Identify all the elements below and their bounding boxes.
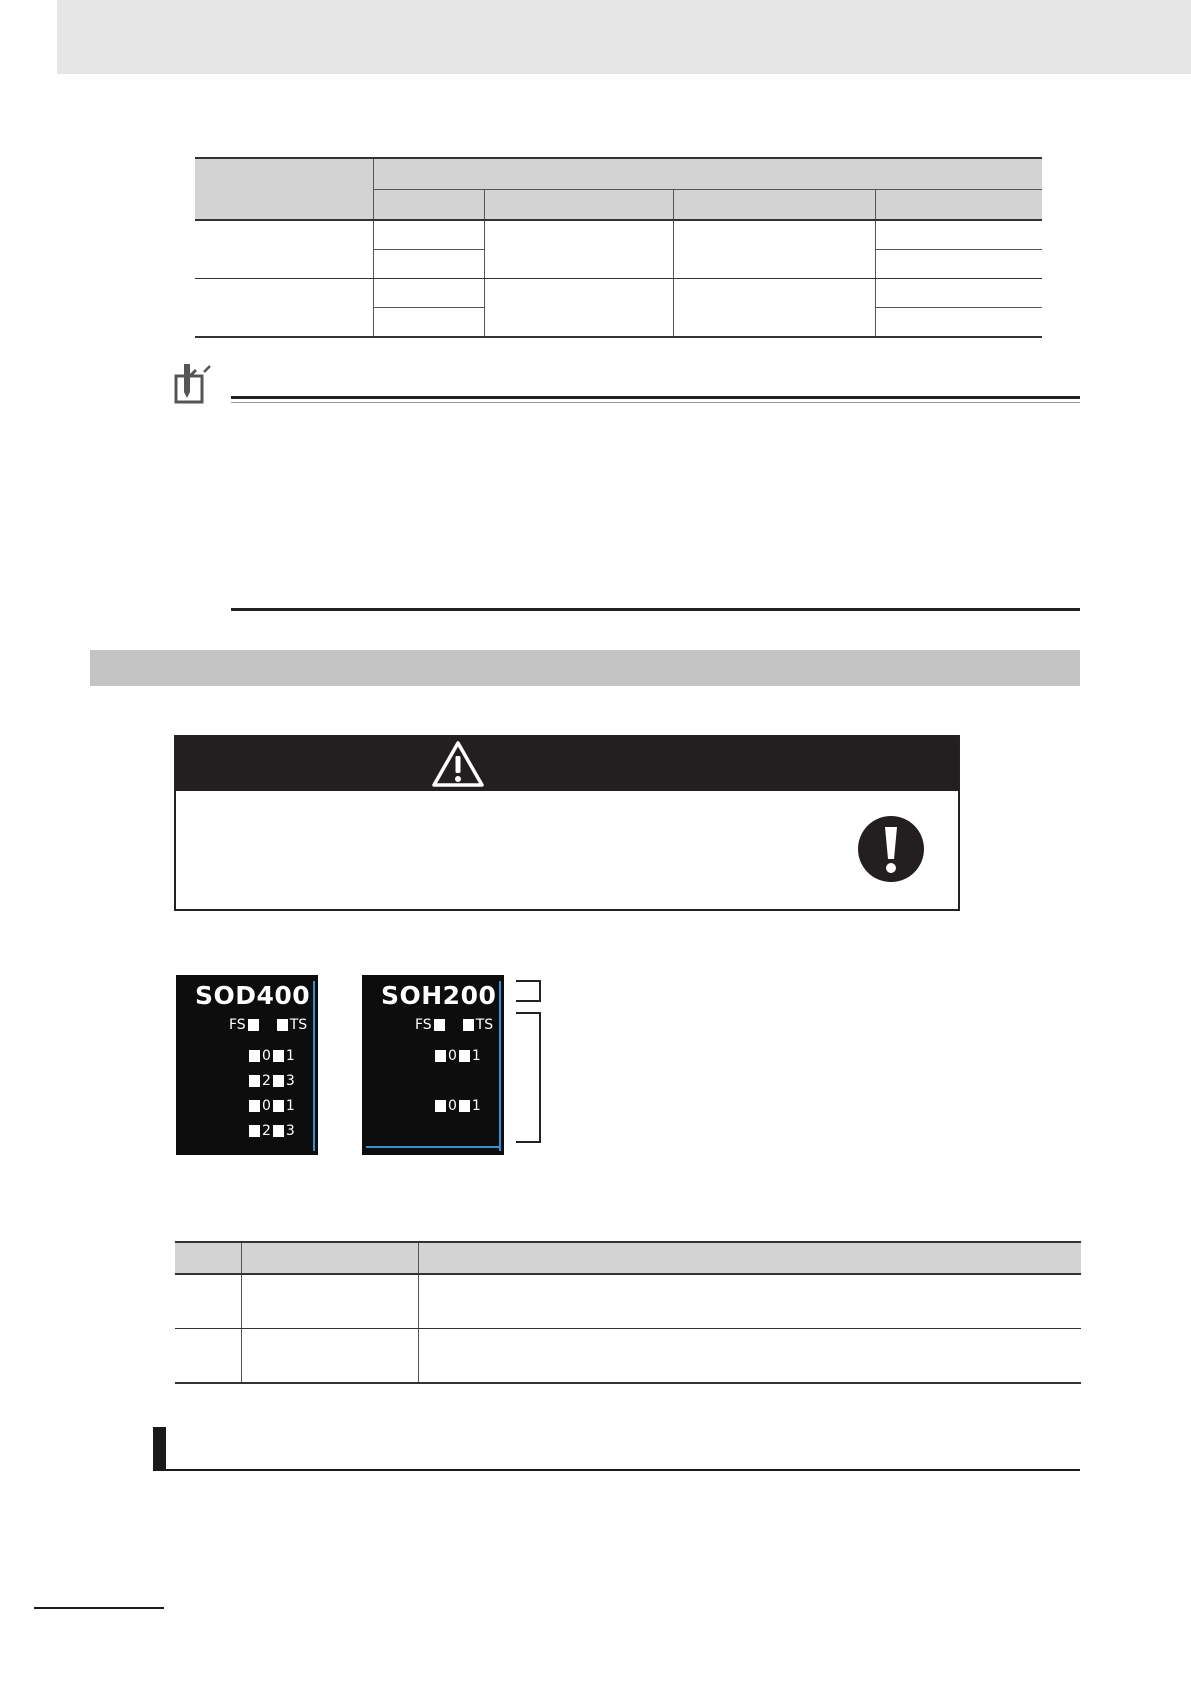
led-label: 2 xyxy=(262,1123,271,1139)
ts-led xyxy=(463,1019,474,1031)
subsection-heading-marker xyxy=(153,1427,166,1471)
led-indicator xyxy=(459,1100,470,1112)
spec-table-col-header xyxy=(875,190,1042,221)
spec-table-corner-header xyxy=(195,158,373,220)
spec-table-cell xyxy=(484,220,673,279)
led-label: 0 xyxy=(262,1098,271,1114)
warning-triangle-icon xyxy=(430,739,486,789)
led-indicator xyxy=(249,1125,260,1137)
led-row xyxy=(247,1098,295,1114)
led-indicator xyxy=(249,1050,260,1062)
led-label: 3 xyxy=(285,1123,295,1139)
led-indicator xyxy=(459,1050,470,1062)
callout-brackets xyxy=(512,978,548,1146)
section-heading-band xyxy=(90,650,1080,686)
spec-table-cell xyxy=(373,220,484,250)
indicator-table-cell xyxy=(175,1329,241,1384)
precaution-rule-top xyxy=(231,396,1080,399)
indicator-table-header xyxy=(418,1242,1081,1274)
spec-table-cell xyxy=(875,250,1042,279)
led-indicator xyxy=(273,1125,284,1137)
device-title: SOD400 xyxy=(195,981,311,1010)
spec-table-cell xyxy=(875,308,1042,338)
led-label: 1 xyxy=(471,1048,481,1064)
led-indicator xyxy=(249,1075,260,1087)
spec-table-cell xyxy=(373,250,484,279)
footer-rule xyxy=(34,1607,164,1609)
indicator-table-cell xyxy=(418,1329,1081,1384)
exclamation-circle-icon xyxy=(856,814,926,884)
led-indicator xyxy=(435,1100,446,1112)
spec-table-cell xyxy=(673,279,875,338)
panel-bottom-accent xyxy=(366,1146,500,1148)
spec-table-cell xyxy=(373,279,484,308)
fs-ts-indicator-row xyxy=(229,1017,307,1033)
indicator-table xyxy=(175,1241,1081,1384)
led-indicator xyxy=(273,1075,284,1087)
led-row xyxy=(247,1123,295,1139)
led-row xyxy=(433,1098,481,1114)
caution-box xyxy=(174,735,960,911)
fs-led xyxy=(248,1019,259,1031)
led-label: 1 xyxy=(471,1098,481,1114)
led-indicator xyxy=(273,1100,284,1112)
led-row xyxy=(247,1048,295,1064)
indicator-table-header xyxy=(175,1242,241,1274)
fs-ts-indicator-row xyxy=(415,1017,493,1033)
device-panel-sod400 xyxy=(176,975,318,1155)
indicator-table-cell xyxy=(175,1274,241,1329)
device-panel-soh200 xyxy=(362,975,504,1155)
led-indicator xyxy=(435,1050,446,1062)
subsection-heading-rule xyxy=(153,1469,1080,1471)
indicator-table-cell xyxy=(418,1274,1081,1329)
led-indicator xyxy=(249,1100,260,1112)
ts-label: TS xyxy=(475,1017,494,1033)
precaution-rule-bottom xyxy=(231,608,1080,611)
indicator-table-cell xyxy=(241,1274,418,1329)
ts-label: TS xyxy=(289,1017,308,1033)
led-label: 0 xyxy=(448,1098,457,1114)
panel-edge-accent xyxy=(313,981,315,1151)
spec-table-cell xyxy=(673,220,875,279)
led-row xyxy=(247,1073,295,1089)
led-row xyxy=(433,1048,481,1064)
precaution-rule-top-thin xyxy=(231,402,1080,403)
spec-table xyxy=(195,157,1042,338)
fs-label: FS xyxy=(415,1017,432,1033)
page-header-band xyxy=(57,0,1191,74)
led-label: 1 xyxy=(285,1098,295,1114)
led-label: 3 xyxy=(285,1073,295,1089)
spec-table-col-header xyxy=(373,190,484,221)
spec-table-cell xyxy=(875,220,1042,250)
pen-check-icon xyxy=(174,362,212,404)
caution-header xyxy=(176,737,958,791)
fs-led xyxy=(434,1019,445,1031)
spec-table-col-header xyxy=(673,190,875,221)
led-label: 2 xyxy=(262,1073,271,1089)
led-indicator xyxy=(273,1050,284,1062)
ts-led xyxy=(277,1019,288,1031)
spec-table-cell xyxy=(373,308,484,338)
spec-table-cell xyxy=(484,279,673,338)
led-label: 1 xyxy=(285,1048,295,1064)
spec-table-cell xyxy=(195,279,373,338)
indicator-table-cell xyxy=(241,1329,418,1384)
device-title: SOH200 xyxy=(381,981,497,1010)
spec-table-col-header xyxy=(484,190,673,221)
led-label: 0 xyxy=(262,1048,271,1064)
spec-table-cell xyxy=(195,220,373,279)
panel-edge-accent xyxy=(499,981,501,1151)
led-label: 0 xyxy=(448,1048,457,1064)
spec-table-group-header xyxy=(373,158,1042,190)
spec-table-cell xyxy=(875,279,1042,308)
fs-label: FS xyxy=(229,1017,246,1033)
indicator-table-header xyxy=(241,1242,418,1274)
